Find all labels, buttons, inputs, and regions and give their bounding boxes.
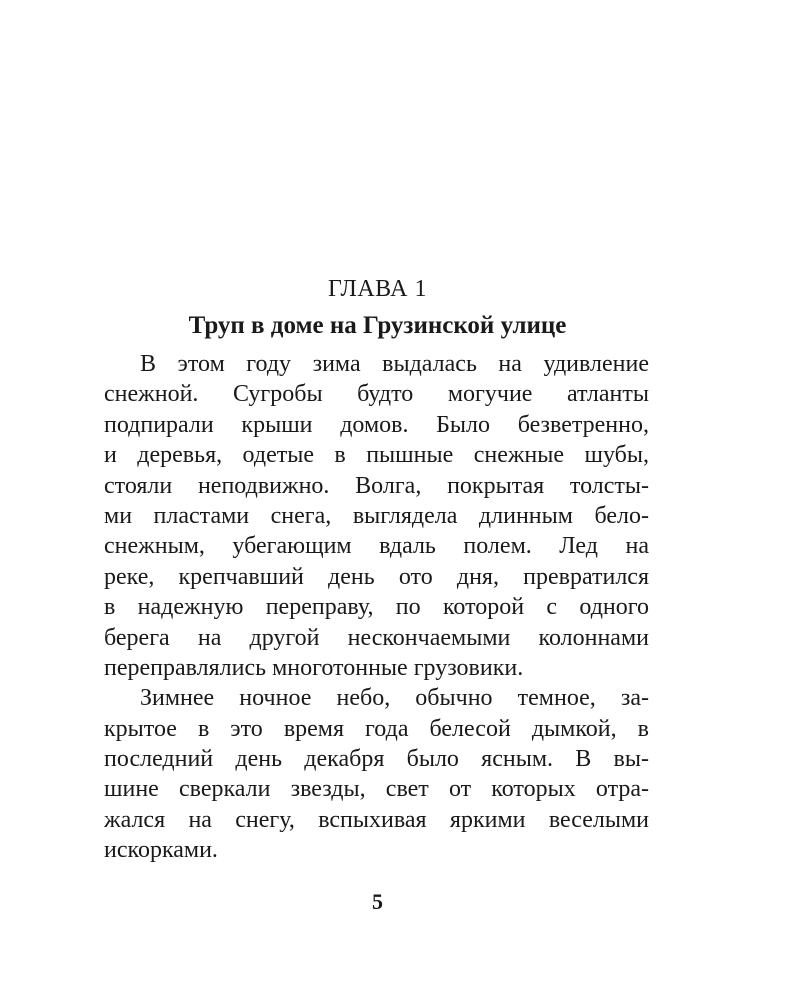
paragraph-1-line-5: стояли неподвижно. Волга, покрытая толсты- xyxy=(104,472,649,499)
paragraph-2-line-6: искорками. xyxy=(104,837,218,864)
paragraph-1-line-11: переправлялись многотонные грузовики. xyxy=(104,654,524,681)
paragraph-1-line-4: и деревья, одетые в пышные снежные шубы, xyxy=(104,442,649,469)
paragraph-1-line-2: снежной. Сугробы будто могучие атланты xyxy=(104,381,649,408)
paragraph-1-line-1: В этом году зима выдалась на удивление xyxy=(140,351,649,377)
body-text xyxy=(104,349,649,866)
chapter-title: Труп в доме на Грузинской улице xyxy=(188,312,567,339)
paragraph-2-line-3: последний день декабря было ясным. В вы- xyxy=(104,746,649,773)
paragraph-2-line-4: шине сверкали звезды, свет от которых отра- xyxy=(104,776,649,803)
paragraph-1-line-10: берега на другой нескончаемыми колоннами xyxy=(104,624,649,651)
paragraph-2-line-2: крытое в это время года белесой дымкой, в xyxy=(104,715,649,742)
paragraph-2-line-1: Зимнее ночное небо, обычно темное, за- xyxy=(140,685,649,712)
paragraph-1-line-8: реке, крепчавший день ото дня, превратился xyxy=(104,563,649,590)
paragraph-1-line-7: снежным, убегающим вдаль полем. Лед на xyxy=(104,533,649,560)
chapter-label: ГЛАВА 1 xyxy=(327,276,427,302)
paragraph-1-line-3: подпирали крыши домов. Было безветренно, xyxy=(104,411,649,438)
paragraph-1-line-6: ми пластами снега, выглядела длинным бело- xyxy=(104,502,649,529)
page-number: 5 xyxy=(372,889,383,914)
paragraph-2-line-5: жался на снегу, вспыхивая яркими веселыми xyxy=(104,806,649,833)
paragraph-1-line-9: в надежную переправу, по которой с одного xyxy=(104,594,649,621)
